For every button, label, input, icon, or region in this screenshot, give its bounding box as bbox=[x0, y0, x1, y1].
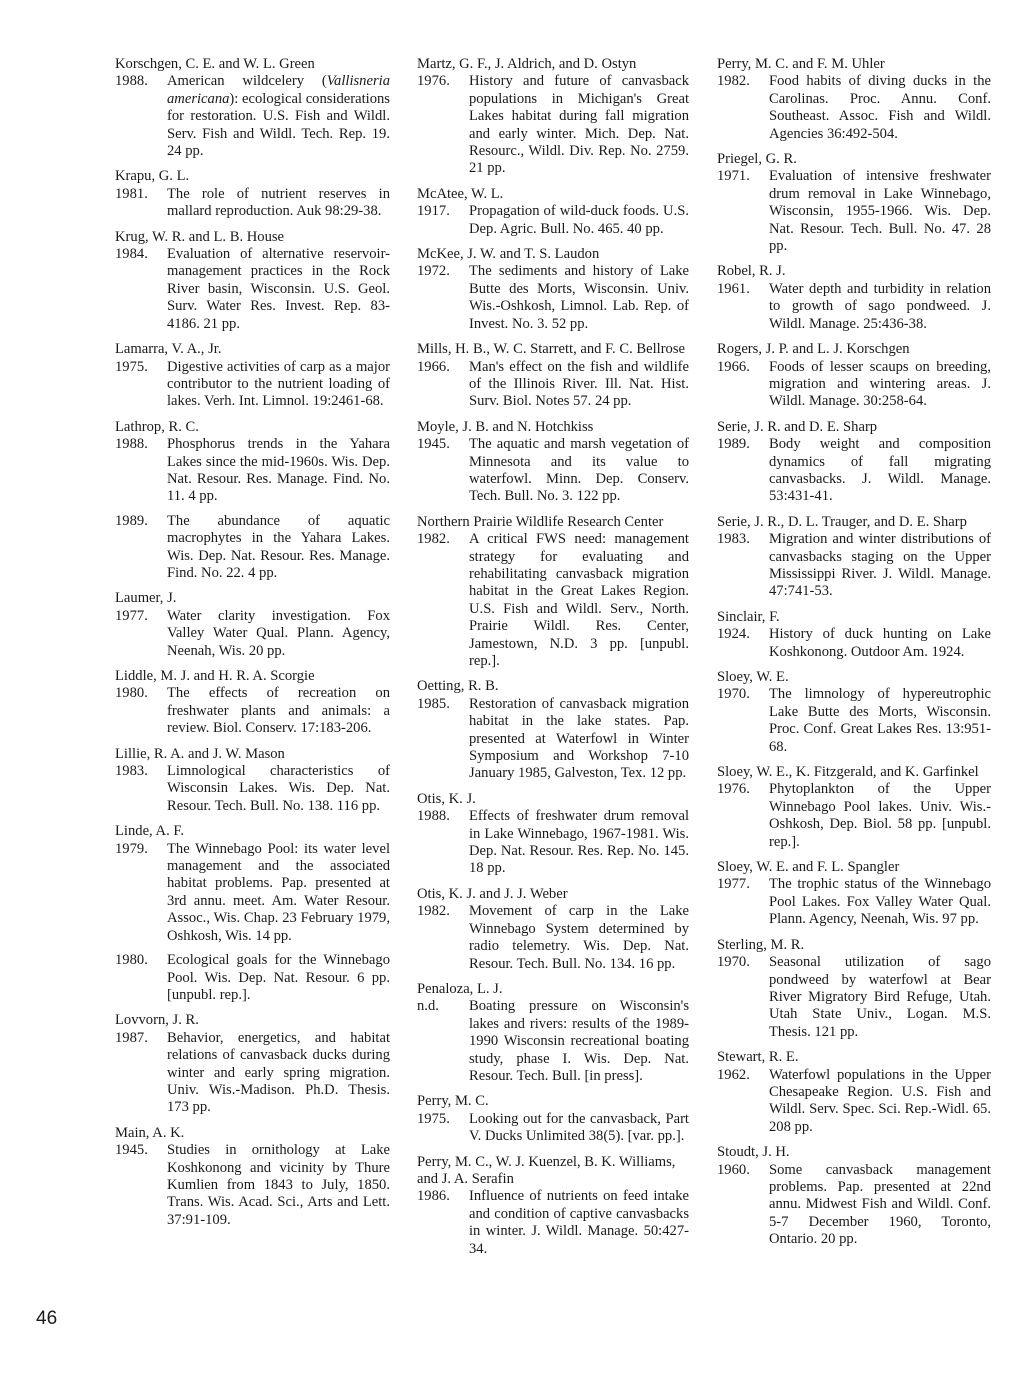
reference-text-part: Looking out for the canvasback, Part V. Ducks Unlimited 38(5). [var. pp.]. bbox=[469, 1110, 689, 1145]
reference-text bbox=[167, 513, 390, 581]
reference-entry bbox=[115, 56, 390, 160]
reference-citation bbox=[717, 1162, 991, 1249]
reference-author: Sterling, M. R. bbox=[717, 936, 805, 953]
reference-text bbox=[769, 168, 991, 254]
reference-citation bbox=[717, 531, 991, 601]
reference-text bbox=[167, 246, 390, 332]
reference-text-part: Propagation of wild-duck foods. U.S. Dep. Agric. Bull. No. 465. 40 pp. bbox=[469, 203, 689, 237]
reference-text-part: Migration and winter distributions of canvasbacks staging on the Upper Mississippi River. J. Wildl. Manage. 47:741-53. bbox=[769, 531, 991, 600]
reference-author: Laumer, J. bbox=[115, 590, 177, 607]
reference-citation bbox=[717, 168, 991, 255]
reference-entry bbox=[115, 168, 390, 220]
reference-entry bbox=[417, 1093, 689, 1145]
reference-text bbox=[167, 608, 390, 659]
reference-text bbox=[469, 1111, 689, 1144]
reference-author: McAtee, W. L. bbox=[417, 185, 504, 202]
reference-entry bbox=[115, 229, 390, 333]
reference-column-3 bbox=[717, 56, 991, 1257]
reference-citation bbox=[717, 281, 991, 333]
reference-year: 1977. bbox=[115, 607, 148, 624]
reference-citation bbox=[417, 531, 689, 670]
reference-entry bbox=[115, 746, 390, 816]
reference-entry bbox=[717, 1144, 991, 1248]
reference-citation bbox=[417, 436, 689, 506]
reference-year: 1945. bbox=[115, 1142, 148, 1159]
reference-text bbox=[469, 203, 689, 236]
reference-entry bbox=[717, 1049, 991, 1136]
reference-entry bbox=[417, 56, 689, 178]
reference-text-part: The role of nutrient reserves in mallard reproduction. Auk 98:29-38. bbox=[167, 185, 390, 220]
reference-author: Serie, J. R. and D. E. Sharp bbox=[717, 418, 878, 435]
reference-entry bbox=[417, 341, 689, 411]
reference-text bbox=[769, 73, 991, 141]
reference-entry bbox=[417, 678, 689, 782]
reference-text bbox=[167, 685, 390, 736]
reference-year: 1979. bbox=[115, 840, 148, 857]
reference-text-part: Man's effect on the fish and wildlife of the Illinois River. Ill. Nat. Hist. Surv. Biol. Notes 57. 24 pp. bbox=[469, 358, 689, 410]
reference-author: Perry, M. C., W. J. Kuenzel, B. K. Williams, and J. A. Serafin bbox=[417, 1153, 676, 1187]
reference-citation bbox=[115, 73, 390, 160]
reference-citation bbox=[115, 685, 390, 737]
reference-citation bbox=[115, 186, 390, 221]
reference-author: Moyle, J. B. and N. Hotchkiss bbox=[417, 418, 594, 435]
reference-citation bbox=[417, 203, 689, 238]
reference-text-part: ): ecological considerations for restoration. U.S. Fish and Wildl. Serv. Fish and Wildl. Tech. Rep. 19. 24 pp. bbox=[167, 90, 390, 160]
reference-citation bbox=[717, 686, 991, 756]
reference-entry bbox=[115, 590, 390, 660]
reference-year: 1985. bbox=[417, 695, 450, 712]
reference-text-part: Seasonal utilization of sago pondweed by waterfowl at Bear River Migratory Bird Refuge, Utah. Utah State Univ., Logan. M.S. Thesis. 121 pp. bbox=[769, 954, 991, 1040]
reference-entry bbox=[115, 1125, 390, 1229]
reference-text bbox=[769, 1067, 991, 1135]
reference-author: Sloey, W. E., K. Fitzgerald, and K. Garfinkel bbox=[717, 764, 979, 781]
reference-text bbox=[769, 876, 991, 927]
reference-text bbox=[469, 808, 689, 876]
reference-citation bbox=[717, 626, 991, 661]
reference-text bbox=[769, 436, 991, 504]
reference-entry bbox=[417, 419, 689, 506]
reference-text bbox=[469, 531, 689, 669]
reference-year: 1980. bbox=[115, 685, 148, 702]
reference-entry bbox=[717, 263, 991, 333]
reference-text-part: Behavior, energetics, and habitat relations of canvasback ducks during winter and early spring migration. Univ. Wis.-Madison. Ph.D. Thesis. 173 pp. bbox=[167, 1029, 390, 1116]
reference-entry bbox=[417, 514, 689, 671]
reference-year: 1924. bbox=[717, 626, 750, 643]
reference-year: 1980. bbox=[115, 952, 148, 969]
reference-year: 1988. bbox=[115, 73, 148, 90]
reference-year: 1972. bbox=[417, 263, 450, 280]
reference-year: 1970. bbox=[717, 954, 750, 971]
reference-year: 1981. bbox=[115, 185, 148, 202]
reference-year: 1988. bbox=[417, 808, 450, 825]
reference-text bbox=[167, 952, 390, 1003]
reference-entry bbox=[717, 609, 991, 661]
reference-text bbox=[469, 903, 689, 971]
reference-entry bbox=[717, 669, 991, 756]
reference-column-2 bbox=[417, 56, 689, 1266]
reference-entry bbox=[717, 151, 991, 255]
reference-entry bbox=[717, 56, 991, 143]
reference-year: 1966. bbox=[417, 358, 450, 375]
reference-entry bbox=[115, 823, 390, 1004]
reference-text-part: History and future of canvasback populations in Michigan's Great Lakes habitat during fall migration and early winter. Mich. Dep. Nat. Resourc., Wildl. Div. Rep. No. 2759. 21 pp. bbox=[469, 73, 689, 177]
reference-text-part: Water depth and turbidity in relation to growth of sago pondweed. J. Wildl. Manage. 25:436-38. bbox=[769, 280, 991, 332]
reference-text-part: Waterfowl populations in the Upper Chesapeake Region. U.S. Fish and Wildl. Serv. Spec. Sci. Rep.-Widl. 65. 208 pp. bbox=[769, 1066, 991, 1135]
reference-author: Penaloza, L. J. bbox=[417, 980, 503, 997]
reference-text bbox=[469, 1188, 689, 1256]
reference-year: 1982. bbox=[417, 903, 450, 920]
reference-text-part: Water clarity investigation. Fox Valley Water Qual. Plann. Agency, Neenah, Wis. 20 pp. bbox=[167, 607, 390, 659]
reference-entry bbox=[717, 341, 991, 411]
reference-text-part: The limnology of hypereutrophic Lake Butte des Morts, Wisconsin. Proc. Conf. Great Lakes Res. 13:951-68. bbox=[769, 686, 991, 755]
reference-text-part: Influence of nutrients on feed intake and condition of captive canvasbacks in winter. J. Wildl. Manage. 50:427-34. bbox=[469, 1188, 689, 1257]
reference-text bbox=[167, 1030, 390, 1116]
reference-year: 1989. bbox=[115, 512, 148, 529]
reference-year: 1917. bbox=[417, 203, 450, 220]
reference-author: McKee, J. W. and T. S. Laudon bbox=[417, 246, 600, 263]
reference-year: 1961. bbox=[717, 280, 750, 297]
reference-author: Priegel, G. R. bbox=[717, 151, 797, 168]
reference-text bbox=[469, 436, 689, 504]
reference-text bbox=[469, 696, 689, 782]
reference-entry bbox=[115, 419, 390, 583]
reference-citation bbox=[717, 359, 991, 411]
reference-text bbox=[769, 359, 991, 410]
reference-author: Otis, K. J. bbox=[417, 790, 476, 807]
reference-text-part: Movement of carp in the Lake Winnebago System determined by radio telemetry. Wis. Dep. Nat. Resour. Tech. Bull. No. 134. 16 pp. bbox=[469, 903, 689, 972]
page-number: 46 bbox=[36, 1308, 58, 1329]
reference-text-part: A critical FWS need: management strategy for evaluating and rehabilitating canvasback migration habitat in the Great Lakes Region. U.S. Fish and Wildl. Serv., North. Prairie Wildl. Res. Center, Jamestown, N.D. 3 pp. [unpubl. rep.]. bbox=[469, 531, 689, 669]
reference-author: Perry, M. C. and F. M. Uhler bbox=[717, 56, 885, 72]
reference-text-part: The effects of recreation on freshwater plants and animals: a review. Biol. Conserv. 17:183-206. bbox=[167, 685, 390, 737]
reference-text bbox=[167, 763, 390, 814]
reference-year: 1970. bbox=[717, 686, 750, 703]
reference-year: 1983. bbox=[717, 531, 750, 548]
reference-author: Sloey, W. E. bbox=[717, 669, 789, 685]
reference-text-part: The Winnebago Pool: its water level management and the associated habitat problems. Pap. presented at 3rd annu. meet. Am. Water Resour. Assoc., Wis. Chap. 23 February 1979, Oshkosh, Wis. 14 pp. bbox=[167, 840, 390, 944]
reference-column-1 bbox=[115, 56, 390, 1237]
reference-author: Sinclair, F. bbox=[717, 608, 780, 625]
reference-text-part: Some canvasback management problems. Pap. presented at 22nd annu. Midwest Fish and Wildl. Conf. 5-7 December 1960, Toronto, Ontario. 20 pp. bbox=[769, 1161, 991, 1248]
reference-author: Otis, K. J. and J. J. Weber bbox=[417, 885, 568, 902]
reference-citation bbox=[115, 359, 390, 411]
reference-text bbox=[469, 998, 689, 1084]
reference-text-part: The aquatic and marsh vegetation of Minnesota and its value to waterfowl. Minn. Dep. Conserv. Tech. Bull. No. 3. 122 pp. bbox=[469, 436, 689, 505]
reference-text-part: Evaluation of intensive freshwater drum removal in Lake Winnebago, Wisconsin, 1955-1966. Wis. Dep. Nat. Resour. Tech. Bull. No. 47. 28 pp. bbox=[769, 168, 991, 255]
reference-author: Stoudt, J. H. bbox=[717, 1144, 790, 1161]
reference-author: Lillie, R. A. and J. W. Mason bbox=[115, 745, 285, 762]
reference-text-part: Phytoplankton of the Upper Winnebago Pool lakes. Univ. Wis.-Oshkosh, Dep. Biol. 58 pp. [unpubl. rep.]. bbox=[769, 781, 991, 850]
reference-text-part: Evaluation of alternative reservoir-management practices in the Rock River basin, Wisconsin. U.S. Geol. Surv. Water Res. Invest. Rep. 83-4186. 21 pp. bbox=[167, 246, 390, 332]
reference-text bbox=[469, 263, 689, 331]
reference-text-part: History of duck hunting on Lake Koshkonong. Outdoor Am. 1924. bbox=[769, 626, 991, 660]
reference-year: 1960. bbox=[717, 1161, 750, 1178]
reference-citation bbox=[115, 246, 390, 333]
reference-author: Korschgen, C. E. and W. L. Green bbox=[115, 56, 315, 72]
reference-entry bbox=[717, 419, 991, 506]
reference-text-part: Food habits of diving ducks in the Carolinas. Proc. Annu. Conf. Southeast. Assoc. Fish and Wildl. Agencies 36:492-504. bbox=[769, 73, 991, 142]
reference-citation bbox=[417, 263, 689, 333]
reference-text bbox=[167, 359, 390, 410]
reference-year: 1982. bbox=[417, 531, 450, 548]
reference-entry bbox=[717, 937, 991, 1041]
reference-citation bbox=[417, 998, 689, 1085]
reference-citation bbox=[717, 781, 991, 851]
reference-entry bbox=[417, 886, 689, 973]
reference-citation bbox=[417, 1111, 689, 1146]
reference-year: 1987. bbox=[115, 1029, 148, 1046]
reference-text bbox=[167, 436, 390, 504]
reference-citation bbox=[115, 608, 390, 660]
reference-text bbox=[769, 531, 991, 599]
reference-text-part: The sediments and history of Lake Butte des Morts, Wisconsin. Univ. Wis.-Oshkosh, Limnol. Lab. Rep. of Invest. No. 3. 52 pp. bbox=[469, 263, 689, 332]
reference-text-part: Restoration of canvasback migration habitat in the lake states. Pap. presented at Waterfowl in Winter Symposium and Workshop 7-10 January 1985, Galveston, Tex. 12 pp. bbox=[469, 695, 689, 782]
reference-text bbox=[469, 359, 689, 410]
reference-citation bbox=[115, 436, 390, 506]
reference-author: Oetting, R. B. bbox=[417, 678, 499, 695]
reference-author: Rogers, J. P. and L. J. Korschgen bbox=[717, 341, 910, 358]
reference-text-part: Ecological goals for the Winnebago Pool. Wis. Dep. Nat. Resour. 6 pp. [unpubl. rep.]. bbox=[167, 952, 390, 1003]
reference-text-part: Digestive activities of carp as a major contributor to the nutrient loading of lakes. Verh. Int. Limnol. 19:2461-68. bbox=[167, 358, 390, 410]
reference-citation bbox=[115, 1142, 390, 1229]
reference-year: 1971. bbox=[717, 168, 750, 185]
reference-year: 1988. bbox=[115, 436, 148, 453]
reference-entry bbox=[417, 981, 689, 1085]
reference-year: 1983. bbox=[115, 763, 148, 780]
reference-entry bbox=[717, 514, 991, 601]
reference-text bbox=[769, 281, 991, 332]
reference-author: Robel, R. J. bbox=[717, 263, 786, 280]
reference-author: Lovvorn, J. R. bbox=[115, 1012, 199, 1029]
reference-text bbox=[167, 73, 390, 159]
reference-text-part: Foods of lesser scaups on breeding, migration and wintering areas. J. Wildl. Manage. 30:258-64. bbox=[769, 358, 991, 410]
reference-year: 1977. bbox=[717, 876, 750, 893]
reference-citation bbox=[417, 359, 689, 411]
reference-author: Perry, M. C. bbox=[417, 1093, 489, 1110]
reference-year: 1966. bbox=[717, 358, 750, 375]
reference-citation bbox=[717, 954, 991, 1041]
reference-author: Martz, G. F., J. Aldrich, and D. Ostyn bbox=[417, 56, 637, 72]
reference-text-part: Boating pressure on Wisconsin's lakes and rivers: results of the 1989-1990 Wisconsin recreational boating study, phase I. Wis. Dep. Nat. Resour. Tech. Bull. [in press]. bbox=[469, 998, 689, 1084]
reference-entry bbox=[115, 1012, 390, 1116]
reference-entry bbox=[417, 1154, 689, 1258]
reference-text bbox=[769, 1162, 991, 1248]
reference-year: 1975. bbox=[417, 1110, 450, 1127]
reference-text bbox=[167, 186, 390, 219]
reference-text-part: Studies in ornithology at Lake Koshkonong and vicinity by Thure Kumlien from 1843 to July, 1850. Trans. Wis. Acad. Sci., Arts and Lett. 37:91-109. bbox=[167, 1142, 390, 1228]
reference-citation bbox=[115, 841, 390, 945]
reference-author: Lathrop, R. C. bbox=[115, 418, 199, 435]
reference-citation bbox=[115, 1030, 390, 1117]
reference-author: Serie, J. R., D. L. Trauger, and D. E. Sharp bbox=[717, 513, 967, 530]
reference-text-part: The trophic status of the Winnebago Pool Lakes. Fox Valley Water Qual. Plann. Agency, Neenah, Wis. 97 pp. bbox=[769, 876, 991, 928]
reference-citation bbox=[115, 763, 390, 815]
reference-entry bbox=[717, 859, 991, 929]
reference-text-part: Limnological characteristics of Wisconsin Lakes. Wis. Dep. Nat. Resour. Tech. Bull. No. 138. 116 pp. bbox=[167, 763, 390, 814]
reference-citation bbox=[417, 1188, 689, 1258]
reference-author: Main, A. K. bbox=[115, 1124, 185, 1141]
reference-year: n.d. bbox=[417, 998, 439, 1015]
reference-text bbox=[769, 626, 991, 659]
reference-year: 1976. bbox=[417, 73, 450, 90]
reference-text-part: Body weight and composition dynamics of fall migrating canvasbacks. J. Wildl. Manage. 53:431-41. bbox=[769, 436, 991, 505]
reference-year: 1975. bbox=[115, 358, 148, 375]
reference-citation bbox=[717, 436, 991, 506]
reference-author: Lamarra, V. A., Jr. bbox=[115, 341, 222, 358]
reference-citation bbox=[717, 1067, 991, 1137]
reference-year: 1945. bbox=[417, 436, 450, 453]
reference-author: Liddle, M. J. and H. R. A. Scorgie bbox=[115, 668, 315, 684]
reference-author: Northern Prairie Wildlife Research Center bbox=[417, 513, 664, 530]
reference-year: 1962. bbox=[717, 1066, 750, 1083]
reference-author: Krug, W. R. and L. B. House bbox=[115, 228, 285, 245]
italic-species-name: Vallisneria americana bbox=[167, 73, 390, 107]
reference-citation bbox=[417, 903, 689, 973]
reference-year: 1984. bbox=[115, 246, 148, 263]
reference-text bbox=[769, 954, 991, 1040]
reference-citation bbox=[417, 73, 689, 177]
reference-text bbox=[769, 781, 991, 849]
reference-entry bbox=[417, 246, 689, 333]
reference-entry bbox=[115, 668, 390, 738]
reference-entry bbox=[417, 791, 689, 878]
reference-entry bbox=[115, 341, 390, 411]
reference-text-part: The abundance of aquatic macrophytes in the Yahara Lakes. Wis. Dep. Nat. Resour. Res. Manage. Find. No. 22. 4 pp. bbox=[167, 512, 390, 581]
reference-author: Linde, A. F. bbox=[115, 823, 184, 840]
reference-author: Sloey, W. E. and F. L. Spangler bbox=[717, 859, 900, 876]
reference-text-part: American wildcelery ( bbox=[167, 73, 327, 90]
reference-author: Mills, H. B., W. C. Starrett, and F. C. Bellrose bbox=[417, 341, 686, 358]
reference-year: 1982. bbox=[717, 73, 750, 90]
reference-year: 1986. bbox=[417, 1188, 450, 1205]
reference-text-part: Effects of freshwater drum removal in Lake Winnebago, 1967-1981. Wis. Dep. Nat. Resour. Res. Rep. No. 145. 18 pp. bbox=[469, 808, 689, 877]
reference-entry bbox=[717, 764, 991, 851]
reference-text-part: Phosphorus trends in the Yahara Lakes since the mid-1960s. Wis. Dep. Nat. Resour. Res. Manage. Find. No. 11. 4 pp. bbox=[167, 436, 390, 505]
reference-year: 1989. bbox=[717, 436, 750, 453]
reference-text bbox=[167, 841, 390, 944]
reference-author: Krapu, G. L. bbox=[115, 168, 190, 185]
reference-citation bbox=[115, 513, 390, 583]
reference-text bbox=[769, 686, 991, 754]
reference-text bbox=[469, 73, 689, 176]
reference-year: 1976. bbox=[717, 781, 750, 798]
reference-entry bbox=[417, 186, 689, 238]
reference-citation bbox=[417, 696, 689, 783]
reference-citation bbox=[417, 808, 689, 878]
reference-citation bbox=[717, 876, 991, 928]
reference-citation bbox=[115, 952, 390, 1004]
reference-text bbox=[167, 1142, 390, 1228]
reference-author: Stewart, R. E. bbox=[717, 1049, 799, 1066]
reference-citation bbox=[717, 73, 991, 143]
